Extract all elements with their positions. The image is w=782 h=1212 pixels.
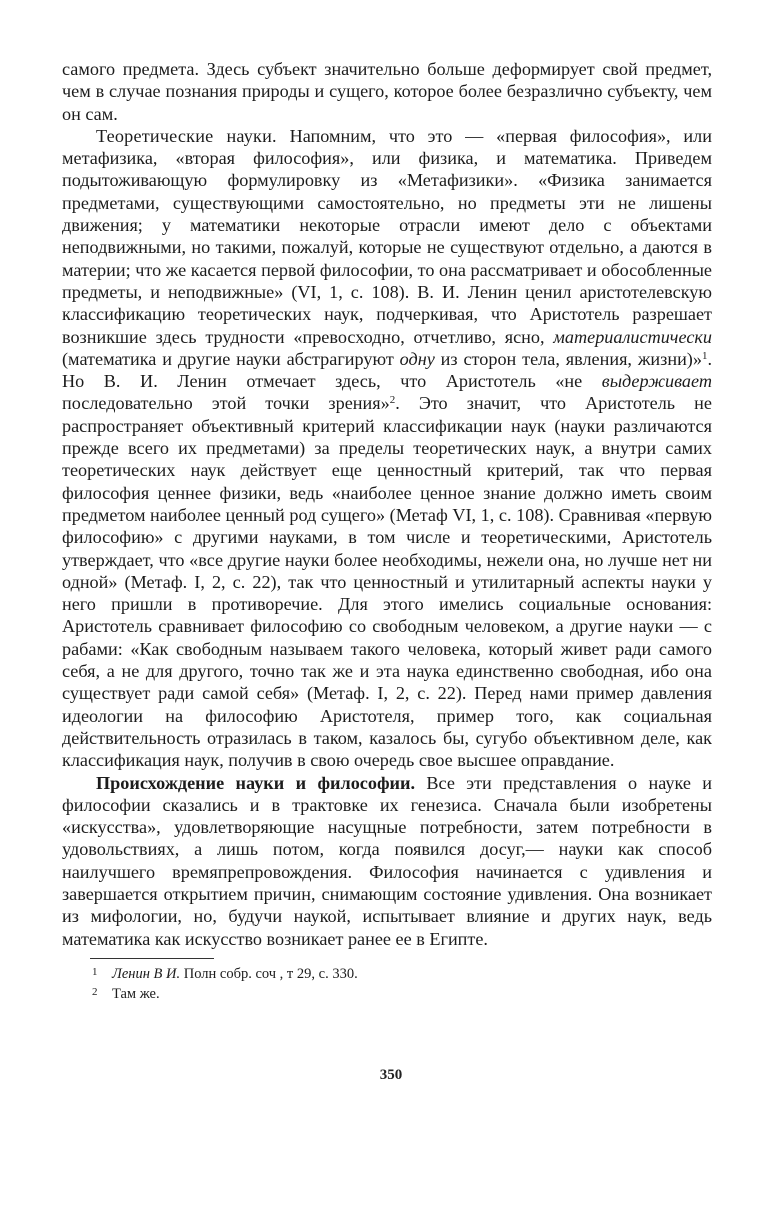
text-run: . Но В. И. Ленин отмечает здесь, что Аристотель «не bbox=[62, 348, 712, 392]
text-run: последовательно этой точки зрения» bbox=[62, 393, 390, 414]
footnote-mark: 2 bbox=[92, 985, 98, 998]
text-run: . Это значит, что Аристотель не распространяет объективный критерий классификации наук (науки различаются прежде всего их предметами) за пределы теоретических наук, а внутри самих теоретических наук действует еще ценностный критерий, так что первая философия ценнее физики, ведь «наиболее ценное знание должно иметь своим предметом наиболее ценный род сущего» (Метаф VI, 1, с. 108). Сравнивая «первую философию» с другими науками, в том числе и теоретическими, Аристотель утверждает, что «все другие науки более необходимы, нежели она, но лучше нет ни одной» (Метаф. I, 2, с. 22), так что ценностный и утилитарный аспекты науки у него пришли в противоречие. Для этого имелись социальные основания: Аристотель сравнивает философию со свободным человеком, а другие науки — с рабами: «Как свободным называем такого человека, который живет ради самого себя, а не для другого, точно так же и эта наука единственно свободная, ибо она существует ради самой себя» (Метаф. I, 2, с. 22). Перед нами пример давления идеологии на философию Аристотеля, пример того, как социальная действительность отразилась в таком, казалось бы, сугубо объективном деле, как классификация наук, получив в свою очередь свое высшее оправдание. bbox=[62, 393, 712, 771]
text-run: Все эти представления о науке и философии сказались и в трактовке их генезиса. Сначала были изобретены «искусства», удовлетворяющие насущные потребности, затем потребности в удовольствиях, а лишь потом, когда появился досуг,— науки как способ наилучшего времяпрепровождения. Философия начинается с удивления и завершается открытием причин, снимающим состояние удивления. Она возникает из мифологии, но, будучи наукой, испытывает влияние и других наук, ведь математика как искусство возникает ранее ее в Египте. bbox=[62, 772, 712, 949]
footnote-2 bbox=[92, 983, 712, 1003]
page-number: 350 bbox=[379, 1067, 403, 1083]
footnote-text: Там же. bbox=[112, 985, 160, 1002]
page-body bbox=[62, 58, 712, 1003]
section-heading-origin: Происхождение науки и философии. bbox=[96, 772, 416, 793]
italic-run: одну bbox=[399, 348, 435, 369]
footnote-ref-1[interactable]: 1 bbox=[701, 349, 708, 362]
footnote-divider bbox=[90, 958, 214, 959]
text-run: (математика и другие науки абстрагируют bbox=[62, 348, 400, 369]
footnote-author: Ленин В И. bbox=[112, 965, 181, 982]
footnote-ref-2[interactable]: 2 bbox=[389, 394, 396, 407]
italic-run: материалистически bbox=[553, 326, 712, 347]
text-run: из сторон тела, явления, жизни)» bbox=[434, 348, 702, 369]
paragraph-theoretical-sciences bbox=[62, 125, 712, 772]
footnote-1 bbox=[92, 963, 712, 983]
paragraph-1: самого предмета. Здесь субъект значительно больше деформирует свой предмет, чем в случае познания природы и сущего, которое более безразлично субъекту, чем он сам. bbox=[62, 59, 712, 124]
footnote-mark: 1 bbox=[92, 965, 98, 978]
footnote-text: Полн собр. соч , т 29, с. 330. bbox=[180, 965, 358, 982]
paragraph-origin bbox=[62, 772, 712, 950]
italic-run: выдерживает bbox=[601, 371, 712, 392]
section-heading-theoretical: Теоретические науки. bbox=[96, 125, 277, 146]
text-run: Напомним, что это — «первая философия», или метафизика, «вторая философия», или физика, и математика. Приведем подытоживающую формулировку из «Метафизики». «Физика занимается предметами, существующими самостоятельно, но предметы эти не лишены движения; у математики некоторые отрасли имеют дело с объектами неподвижными, но такими, пожалуй, которые не существуют отдельно, а даются в материи; что же касается первой философии, то она рассматривает и обособленные предметы, и неподвижные» (VI, 1, с. 108). В. И. Ленин ценил аристотелевскую классификацию теоретических наук, подчеркивая, что Аристотель разрешает возникшие здесь трудности «превосходно, отчетливо, ясно, bbox=[62, 125, 712, 347]
